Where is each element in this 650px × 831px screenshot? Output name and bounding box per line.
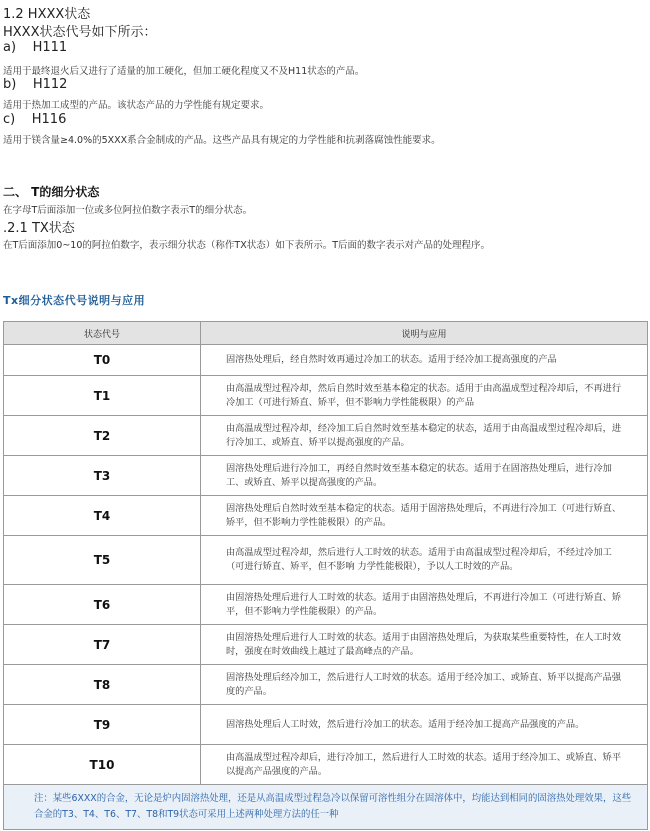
item-a-heading (3, 40, 67, 55)
table-header-row (4, 322, 648, 345)
item-c-desc: 适用于镁含量≥4.0%的5XXX系合金制成的产品。这些产品具有规定的力学性能和抗剥落腐蚀性能要求。 (3, 135, 441, 146)
item-code: H116 (31, 112, 67, 127)
section-2-title: 二、 T的细分状态 (3, 185, 100, 199)
table-row (4, 665, 648, 705)
status-description: 由高温成型过程冷却，经冷加工后自然时效至基本稳定的状态，适用于由高温成型过程冷却后，进行冷加工、或矫直、矫平以提高强度的产品。 (201, 416, 648, 456)
table-row (4, 625, 648, 665)
status-code: T6 (4, 585, 201, 625)
status-code: T8 (4, 665, 201, 705)
heading-2-1: .2.1 TX状态 (3, 221, 75, 236)
status-description: 固溶热处理后进行冷加工，再经自然时效至基本稳定的状态。适用于在固溶热处理后，进行冷加工、或矫直、矫平以提高强度的产品。 (201, 456, 648, 496)
status-description: 由固溶热处理后进行人工时效的状态。适用于由固溶热处理后，为获取某些重要特性，在人工时效时，强度在时效曲线上越过了最高峰点的产品。 (201, 625, 648, 665)
table-title: Tx细分状态代号说明与应用 (3, 294, 146, 307)
hxxx-intro: HXXX状态代号如下所示： (3, 25, 157, 40)
header-status-code: 状态代号 (4, 322, 201, 345)
status-code: T3 (4, 456, 201, 496)
status-code: T9 (4, 705, 201, 745)
status-code: T0 (4, 345, 201, 376)
item-marker: b) (3, 77, 17, 92)
status-description: 固溶热处理后自然时效至基本稳定的状态。适用于固溶热处理后，不再进行冷加工（可进行矫直、矫平，但不影响力学性能极限）的产品。 (201, 496, 648, 536)
item-a-desc: 适用于最终退火后又进行了适量的加工硬化，但加工硬化程度又不及H11状态的产品。 (3, 66, 365, 77)
heading-1-2: 1.2 HXXX状态 (3, 7, 91, 22)
status-code: T7 (4, 625, 201, 665)
tx-status-table (3, 321, 648, 830)
item-marker: c) (3, 112, 16, 127)
table-row (4, 345, 648, 376)
tx-desc: 在T后面添加0~10的阿拉伯数字，表示细分状态（称作TX状态）如下表所示。T后面的数字表示对产品的处理程序。 (3, 240, 491, 251)
table-row (4, 745, 648, 785)
item-code: H111 (32, 40, 68, 55)
table-row (4, 416, 648, 456)
status-code: T5 (4, 536, 201, 585)
status-description: 固溶热处理后，经自然时效再通过冷加工的状态。适用于经冷加工提高强度的产品 (201, 345, 648, 376)
item-b-desc: 适用于热加工成型的产品。该状态产品的力学性能有规定要求。 (3, 100, 270, 111)
table-row (4, 585, 648, 625)
table-row (4, 705, 648, 745)
item-code: H112 (32, 77, 68, 92)
item-b-heading (3, 77, 67, 92)
status-description: 由高温成型过程冷却后，进行冷加工，然后进行人工时效的状态。适用于经冷加工、或矫直、矫平以提高产品强度的产品。 (201, 745, 648, 785)
table-row (4, 456, 648, 496)
status-description: 由高温成型过程冷却，然后进行人工时效的状态。适用于由高温成型过程冷却后，不经过冷加工（可进行矫直、矫平，但不影响 力学性能极限），予以人工时效的产品。 (201, 536, 648, 585)
status-code: T4 (4, 496, 201, 536)
status-description: 由固溶热处理后进行人工时效的状态。适用于由固溶热处理后，不再进行冷加工（可进行矫直、矫平，但不影响力学性能极限）的产品。 (201, 585, 648, 625)
section-2-desc: 在字母T后面添加一位或多位阿拉伯数字表示T的细分状态。 (3, 205, 253, 216)
table-row (4, 536, 648, 585)
item-c-heading (3, 112, 66, 127)
status-description: 由高温成型过程冷却，然后自然时效至基本稳定的状态。适用于由高温成型过程冷却后，不再进行冷加工（可进行矫直、矫平，但不影响力学性能极限）的产品 (201, 376, 648, 416)
table-row (4, 496, 648, 536)
status-code: T1 (4, 376, 201, 416)
table-note: 注：某些6XXX的合金，无论是炉内固溶热处理，还是从高温成型过程急冷以保留可溶性组分在固溶体中，均能达到相同的固溶热处理效果，这些合金的T3、T4、T6、T7、T8和T9状态可采用上述两种处理方法的任一种 (4, 785, 648, 830)
header-description: 说明与应用 (201, 322, 648, 345)
note-row (4, 785, 648, 830)
status-code: T2 (4, 416, 201, 456)
status-code: T10 (4, 745, 201, 785)
item-marker: a) (3, 40, 17, 55)
status-description: 固溶热处理后人工时效，然后进行冷加工的状态。适用于经冷加工提高产品强度的产品。 (201, 705, 648, 745)
status-description: 固溶热处理后经冷加工，然后进行人工时效的状态。适用于经冷加工、或矫直、矫平以提高产品强度的产品。 (201, 665, 648, 705)
table-row (4, 376, 648, 416)
